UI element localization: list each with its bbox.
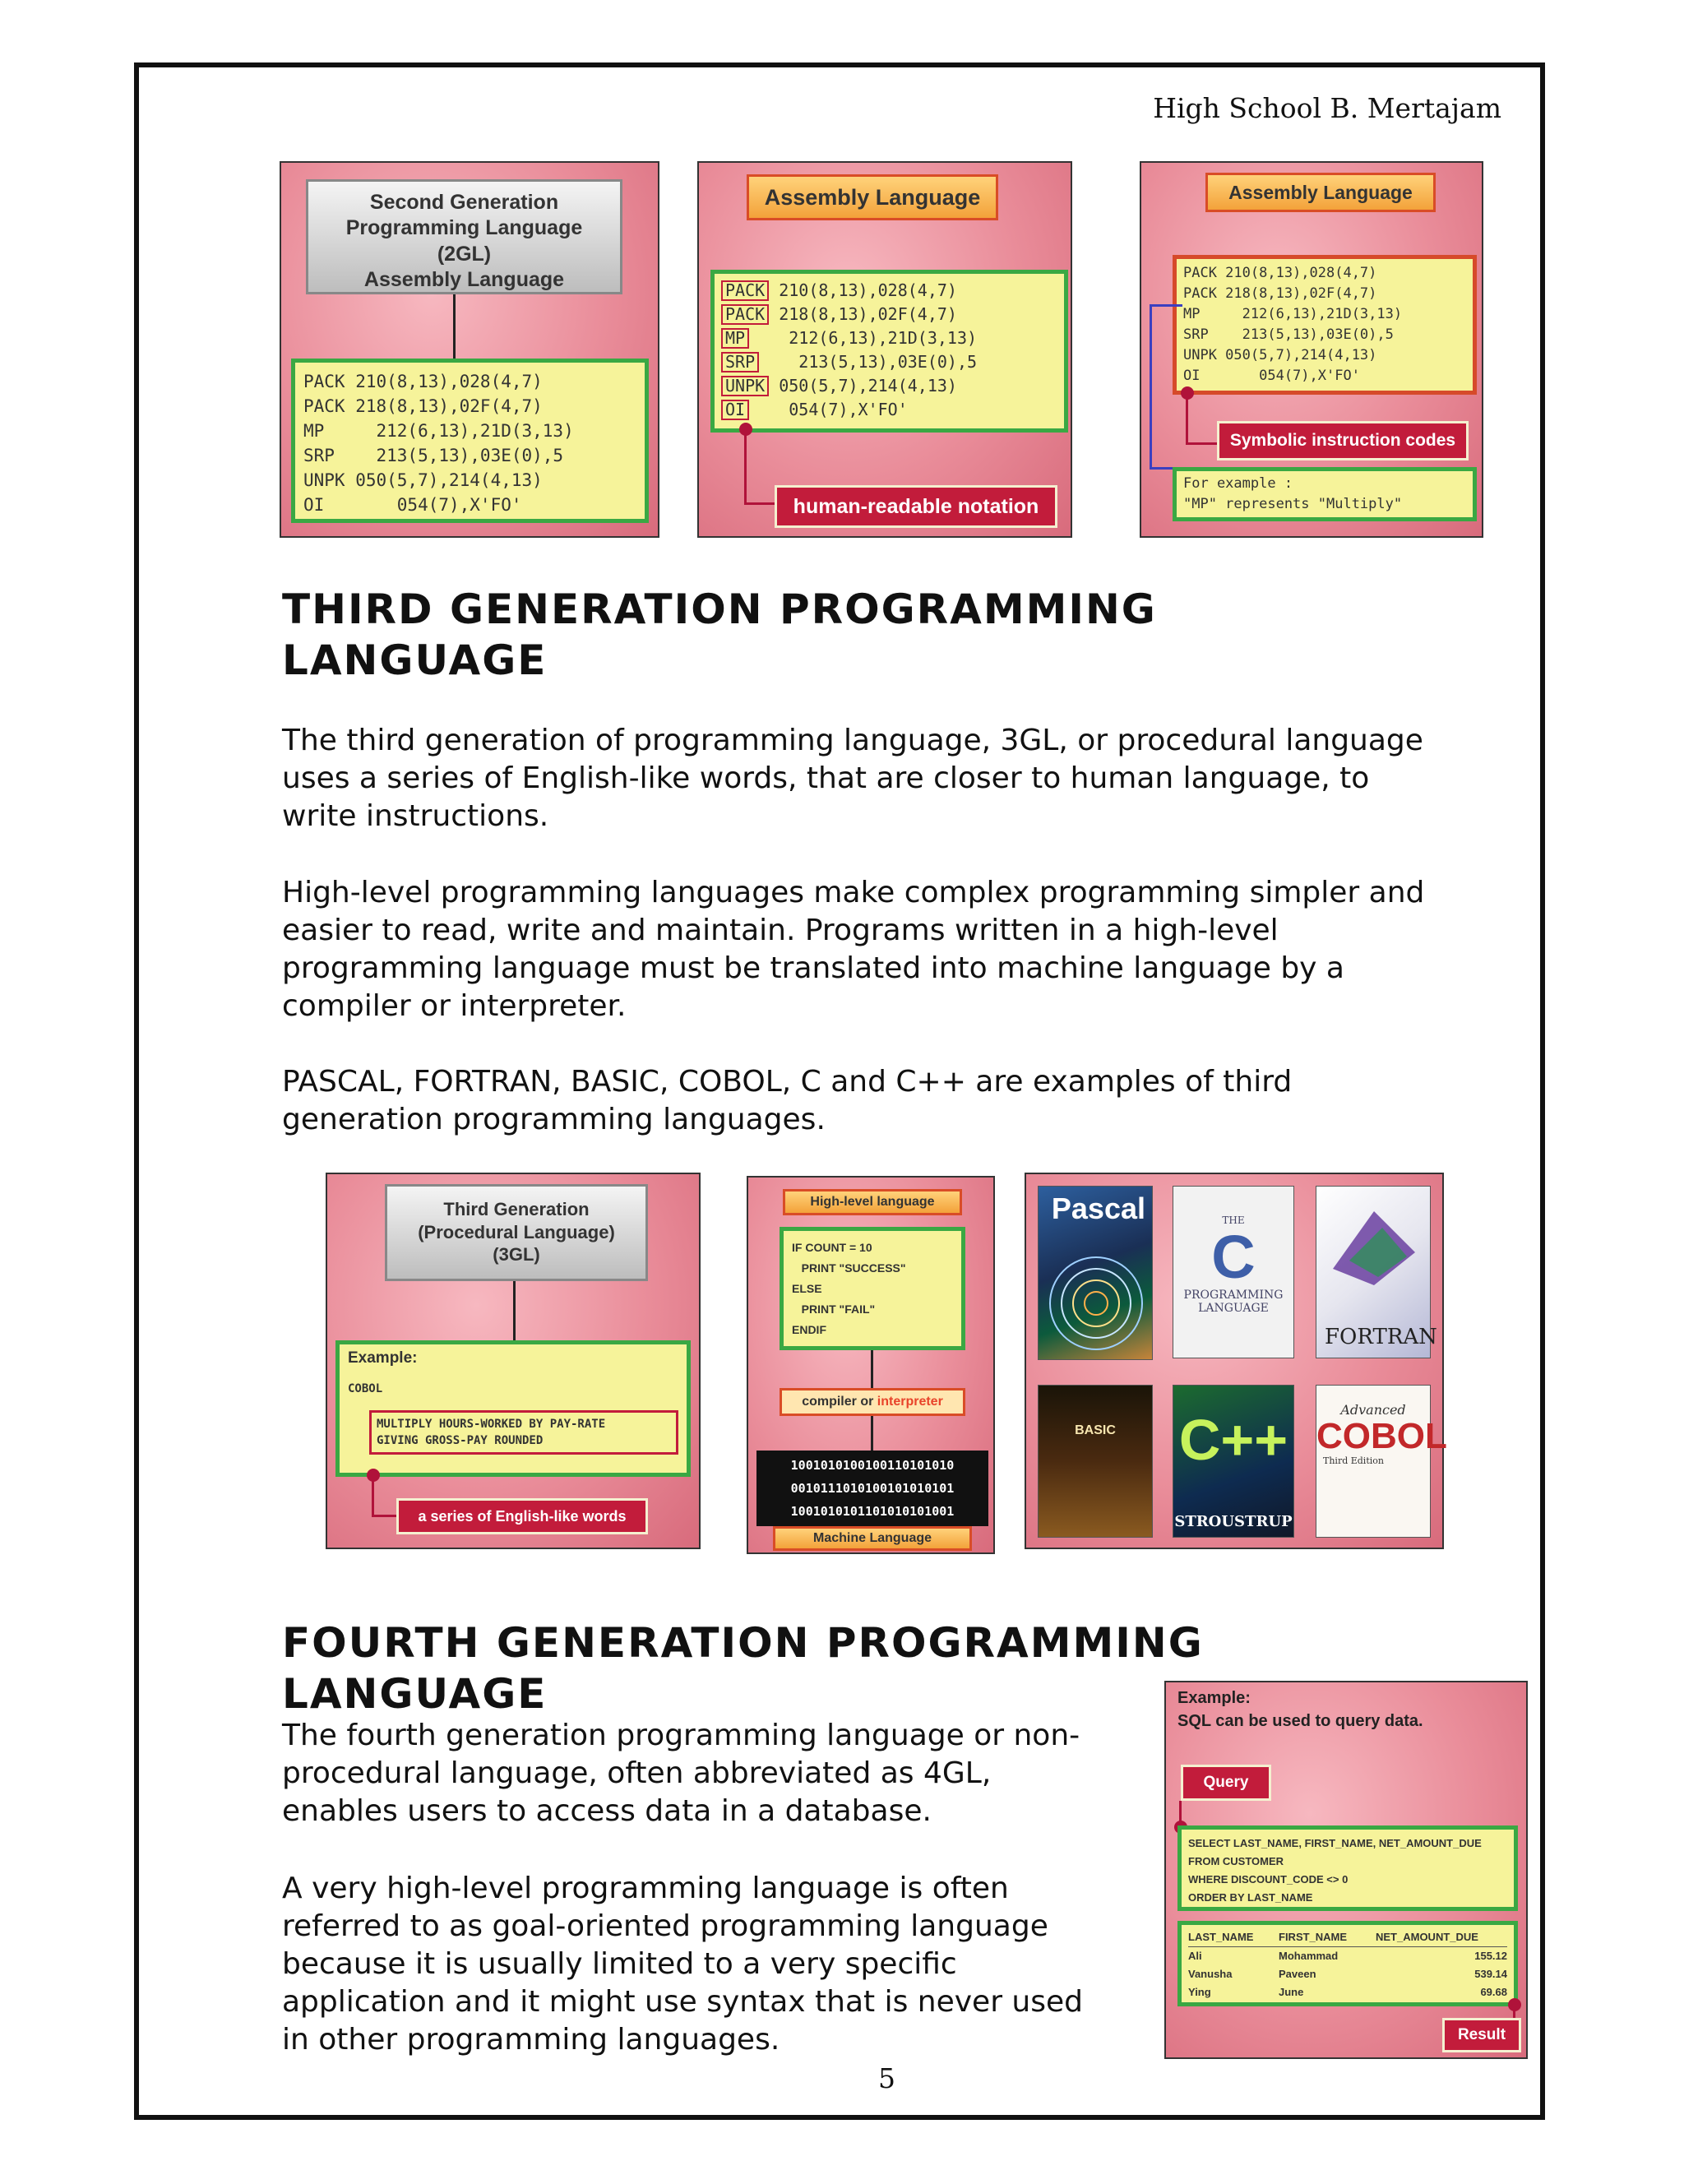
result-cell: 539.14 (1474, 1968, 1507, 1980)
assembly-code-box (710, 270, 1068, 433)
symbolic-codes-label: Symbolic instruction codes (1217, 421, 1469, 460)
3gl-title-line: Third Generation (443, 1199, 590, 1219)
text-line: uses a series of English-like words, that are closer to human language, to (282, 761, 1370, 795)
figure-2gl (280, 161, 659, 538)
text-line: A very high-level programming language is often (282, 1872, 1009, 1905)
figure-3gl (326, 1173, 701, 1549)
assembly-title-box: Assembly Language (747, 174, 998, 220)
figure-high-level-compile (747, 1176, 995, 1554)
high-level-title: High-level language (783, 1189, 962, 1215)
figure-sql-query (1164, 1681, 1528, 2059)
3gl-title-line: (3GL) (493, 1244, 540, 1265)
text-line: in other programming languages. (282, 2023, 780, 2057)
pointer-line (1150, 467, 1174, 470)
text-line: because it is usually limited to a very specific (282, 1947, 957, 1981)
code-line: OI 054(7),X'FO' (1183, 368, 1360, 384)
pointer-line (1186, 442, 1220, 445)
sql-result-box (1177, 1921, 1518, 2006)
binary-line: 0010111010100101010101 (790, 1481, 955, 1496)
figure-symbolic-codes (1140, 161, 1483, 538)
code-line: PACK 218(8,13),02F(4,7) (303, 396, 543, 416)
cobol-advanced: Advanced (1340, 1402, 1406, 1418)
sql-query-box (1177, 1825, 1518, 1911)
example-line: For example : (1183, 475, 1293, 492)
3gl-title-line: (Procedural Language) (418, 1221, 615, 1242)
connector-line (871, 1350, 873, 1388)
spiral-graphic (1039, 1238, 1154, 1361)
opcode-tag: MP (721, 328, 749, 349)
code-line: GIVING GROSS-PAY ROUNDED (377, 1434, 544, 1447)
connector-line (513, 1281, 516, 1340)
section-heading-4gl (282, 1617, 1204, 1719)
text-line: easier to read, write and maintain. Programs written in a high-level (282, 914, 1279, 947)
result-cell: June (1279, 1986, 1304, 1998)
pascal-book-cover (1038, 1186, 1153, 1360)
binary-box (756, 1451, 988, 1526)
operands: 050(5,7),214(4,13) (779, 376, 957, 396)
code-line (721, 279, 1057, 303)
pointer-line (372, 1475, 374, 1516)
2gl-title-line: (2GL) (437, 242, 492, 266)
text-line: programming language must be translated into machine language by a (282, 951, 1344, 985)
result-row (1188, 1983, 1507, 2001)
2gl-title-line: Second Generation (369, 191, 559, 214)
figure-language-books (1025, 1173, 1447, 1549)
fortran-title: FORTRAN (1325, 1325, 1437, 1349)
result-cell: Ying (1188, 1986, 1211, 1998)
school-header: High School B. Mertajam (1153, 92, 1501, 124)
result-row (1188, 1947, 1507, 1965)
3gl-example-box (335, 1340, 691, 1477)
human-readable-label: human-readable notation (775, 485, 1057, 528)
fortran-book-cover (1316, 1186, 1437, 1358)
fortran-graphic (1316, 1195, 1432, 1293)
c-book-the: THE (1222, 1215, 1245, 1226)
compiler-label: compiler or (802, 1395, 874, 1409)
connector-line (871, 1416, 873, 1451)
result-cell: Paveen (1279, 1968, 1316, 1980)
basic-title: BASIC (1075, 1423, 1116, 1437)
code-line: MP 212(6,13),21D(3,13) (303, 421, 574, 441)
code-line: MP 212(6,13),21D(3,13) (1183, 306, 1403, 322)
paragraph-4gl-definition (282, 1717, 1080, 1830)
cobol-edition: Third Edition (1323, 1455, 1384, 1466)
heading-line: FOURTH GENERATION PROGRAMMING (282, 1619, 1204, 1667)
paragraph-3gl-definition (282, 722, 1423, 835)
paragraph-high-level (282, 874, 1424, 1025)
heading-line: LANGUAGE (282, 636, 548, 684)
text-line: The fourth generation programming language or non- (282, 1719, 1080, 1752)
code-line (721, 350, 1057, 374)
code-line: PRINT "SUCCESS" (792, 1261, 906, 1275)
opcode-tag: SRP (721, 352, 759, 372)
result-cell: 69.68 (1480, 1986, 1507, 1998)
basic-book-cover (1038, 1385, 1153, 1538)
page-number: 5 (878, 2062, 895, 2094)
figure-assembly-notation (697, 161, 1072, 538)
code-line: ELSE (792, 1282, 822, 1295)
2gl-title-box (306, 179, 622, 294)
heading-line: THIRD GENERATION PROGRAMMING (282, 585, 1157, 633)
code-line: PACK 218(8,13),02F(4,7) (1183, 285, 1377, 302)
pointer-line (1150, 304, 1152, 469)
query-label: Query (1181, 1765, 1271, 1801)
operands: 213(5,13),03E(0),5 (769, 352, 978, 372)
assembly-code-box (1173, 255, 1477, 395)
sql-line: FROM CUSTOMER (1188, 1855, 1284, 1867)
pascal-title: Pascal (1051, 1191, 1145, 1225)
sql-line: WHERE DISCOUNT_CODE <> 0 (1188, 1873, 1349, 1886)
code-line (721, 374, 1057, 398)
code-line: PACK 210(8,13),028(4,7) (303, 372, 543, 391)
operands: 212(6,13),21D(3,13) (759, 328, 978, 348)
opcode-tag: PACK (721, 304, 769, 325)
code-line: MULTIPLY HOURS-WORKED BY PAY-RATE (377, 1418, 606, 1431)
text-line: procedural language, often abbreviated as 4GL, (282, 1756, 992, 1790)
machine-language-box: Machine Language (773, 1526, 972, 1551)
result-cell: Vanusha (1188, 1968, 1233, 1980)
heading-line: LANGUAGE (282, 1670, 548, 1718)
code-line (721, 303, 1057, 326)
result-cell: Mohammad (1279, 1950, 1339, 1962)
text-line: generation programming languages. (282, 1103, 826, 1136)
c-book-subtitle: PROGRAMMING (1183, 1289, 1284, 1302)
section-heading-3gl (282, 584, 1157, 686)
pointer-line (744, 429, 747, 505)
cpp-book-cover (1173, 1385, 1294, 1538)
code-line: SRP 213(5,13),03E(0),5 (1183, 326, 1394, 343)
result-header-row (1188, 1928, 1507, 1947)
pointer-line (1186, 393, 1188, 444)
paragraph-goal-oriented (282, 1870, 1083, 2059)
code-line: PRINT "FAIL" (792, 1303, 876, 1316)
binary-line: 1001010100100110101010 (790, 1458, 955, 1473)
sql-description: SQL can be used to query data. (1177, 1712, 1423, 1730)
result-header: NET_AMOUNT_DUE (1376, 1931, 1478, 1943)
paragraph-3gl-examples (282, 1063, 1292, 1139)
text-line: compiler or interpreter. (282, 989, 627, 1023)
pointer-line (744, 502, 777, 505)
result-header: LAST_NAME (1188, 1931, 1254, 1943)
example-line: "MP" represents "Multiply" (1183, 496, 1403, 512)
opcode-tag: UNPK (721, 376, 769, 396)
english-words-label: a series of English-like words (396, 1498, 648, 1534)
result-row (1188, 1965, 1507, 1983)
3gl-title-box (385, 1184, 648, 1281)
code-line: PACK 210(8,13),028(4,7) (1183, 265, 1377, 281)
example-box (1173, 467, 1477, 521)
sql-example-label: Example: (1177, 1689, 1251, 1707)
operands: 054(7),X'FO' (759, 400, 908, 419)
cpp-title: C++ (1178, 1408, 1288, 1472)
2gl-title-line: Programming Language (345, 216, 583, 240)
code-line: ENDIF (792, 1323, 826, 1336)
text-line: High-level programming languages make complex programming simpler and (282, 876, 1425, 909)
2gl-code-box (291, 359, 649, 523)
cobol-book-cover (1316, 1385, 1447, 1538)
pointer-line (1150, 304, 1182, 307)
result-header: FIRST_NAME (1279, 1931, 1348, 1943)
cobol-code-box (369, 1410, 678, 1455)
2gl-title-line: Assembly Language (363, 267, 565, 291)
pointer-line (372, 1515, 400, 1517)
sql-line: ORDER BY LAST_NAME (1188, 1891, 1313, 1904)
text-line: PASCAL, FORTRAN, BASIC, COBOL, C and C++ are examples of third (282, 1065, 1293, 1099)
code-line: SRP 213(5,13),03E(0),5 (303, 446, 564, 465)
compiler-box (780, 1388, 965, 1416)
text-line: enables users to access data in a database. (282, 1794, 932, 1828)
code-line: UNPK 050(5,7),214(4,13) (1183, 347, 1377, 363)
high-level-code-box (780, 1227, 965, 1350)
result-cell: 155.12 (1474, 1950, 1507, 1962)
cobol-title: COBOL (1316, 1416, 1447, 1456)
c-book-letter: C (1211, 1223, 1256, 1291)
assembly-title-box: Assembly Language (1205, 173, 1436, 212)
code-line (721, 398, 1057, 422)
operands: 218(8,13),02F(4,7) (779, 304, 957, 324)
sql-line: SELECT LAST_NAME, FIRST_NAME, NET_AMOUNT_DUE (1188, 1837, 1482, 1849)
text-line: The third generation of programming language, 3GL, or procedural language (282, 724, 1423, 757)
opcode-tag: PACK (721, 280, 769, 301)
connector-line (453, 294, 456, 359)
example-label: Example: (348, 1349, 418, 1367)
language-label: COBOL (348, 1382, 383, 1395)
pointer-line (1179, 1801, 1182, 1825)
c-book-cover (1173, 1186, 1294, 1358)
code-line: UNPK 050(5,7),214(4,13) (303, 470, 543, 490)
text-line: write instructions. (282, 799, 549, 833)
code-line (721, 326, 1057, 350)
interpreter-label: interpreter (877, 1395, 943, 1409)
binary-line: 1001010101101010101001 (790, 1504, 955, 1519)
code-line: OI 054(7),X'FO' (303, 495, 522, 515)
operands: 210(8,13),028(4,7) (779, 280, 957, 300)
text-line: referred to as goal-oriented programming language (282, 1909, 1048, 1943)
c-book-subtitle: LANGUAGE (1198, 1302, 1269, 1315)
result-label: Result (1442, 2018, 1521, 2052)
cpp-author: STROUSTRUP (1174, 1513, 1293, 1530)
result-cell: Ali (1188, 1950, 1202, 1962)
code-line: IF COUNT = 10 (792, 1241, 872, 1254)
opcode-tag: OI (721, 400, 749, 420)
text-line: application and it might use syntax that is never used (282, 1985, 1084, 2019)
